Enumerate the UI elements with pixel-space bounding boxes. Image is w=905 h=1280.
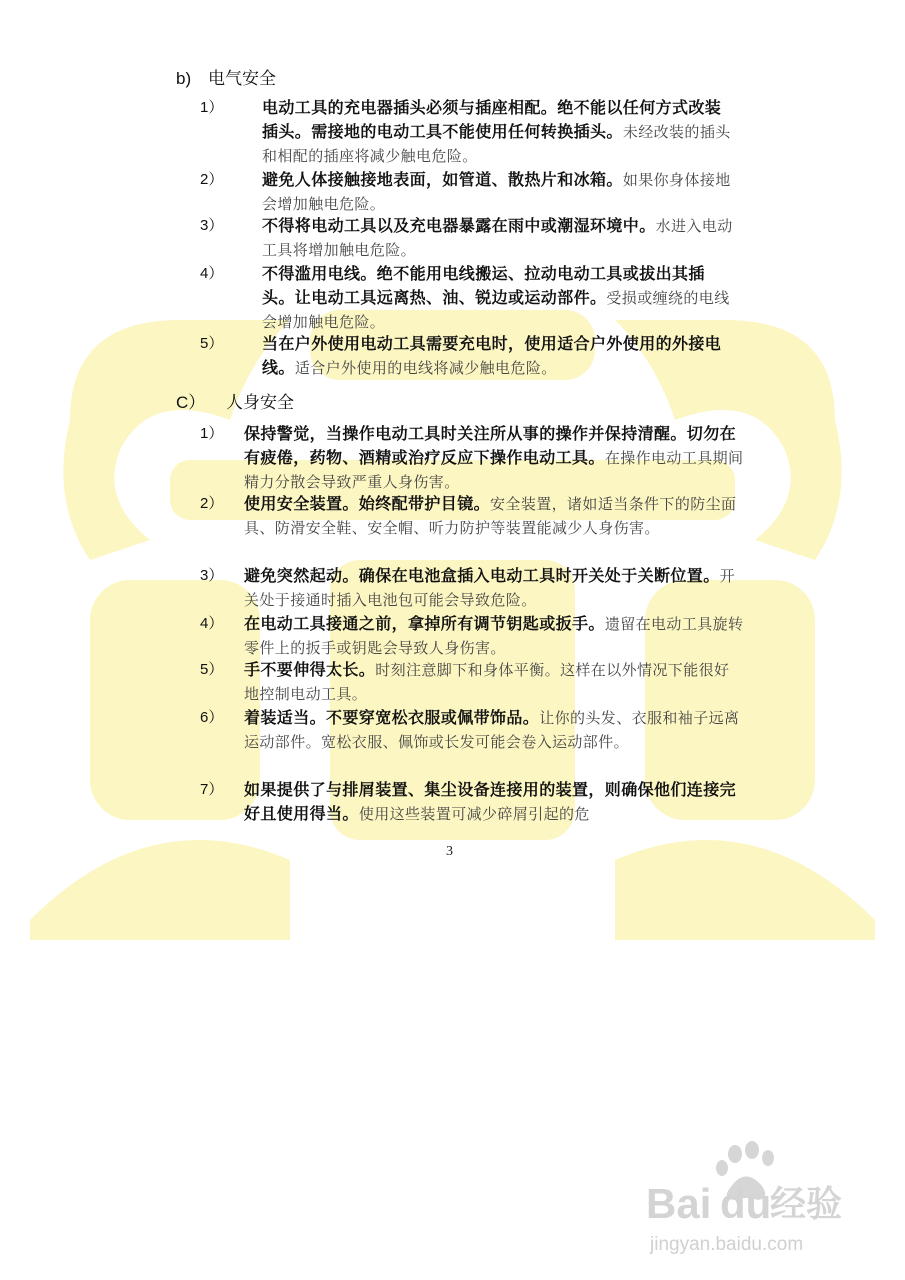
- baidu-du-text: du: [720, 1180, 772, 1227]
- item-number: 6）: [200, 709, 224, 726]
- item-number: 2）: [200, 495, 224, 512]
- item-text: 不得将电动工具以及充电器暴露在雨中或潮湿环境中。水进入电动工具将增加触电危险。: [262, 216, 733, 259]
- item-text: 如果提供了与排屑装置、集尘设备连接用的装置，则确保他们连接完好且使用得当。使用这些装置可减少碎屑引起的危: [244, 780, 737, 823]
- item-number: 4）: [200, 615, 224, 632]
- item-text: 着装适当。不要穿宽松衣服或佩带饰品。让你的头发、衣服和袖子远离运动部件。宽松衣服、佩饰或长发可能会卷入运动部件。: [244, 708, 740, 751]
- watermark-url: jingyan.baidu.com: [650, 1234, 804, 1255]
- page-number: 3: [446, 844, 453, 859]
- item-text: 避免人体接触接地表面，如管道、散热片和冰箱。如果你身体接地会增加触电危险。: [262, 170, 731, 213]
- item-text: 电动工具的充电器插头必须与插座相配。绝不能以任何方式改装插头。需接地的电动工具不能使用任何转换插头。未经改装的插头和相配的插座将减少触电危险。: [262, 98, 731, 165]
- baidu-bai-text: Bai: [646, 1180, 712, 1227]
- item-text: 避免突然起动。确保在电池盒插入电动工具时开关处于关断位置。开关处于接通时插入电池包可能会导致危险。: [244, 566, 736, 609]
- item-number: 5）: [200, 335, 224, 352]
- item-number: 1）: [200, 99, 224, 116]
- section-marker: b): [176, 69, 192, 88]
- item-number: 5）: [200, 661, 224, 678]
- section-marker: C）: [176, 393, 206, 412]
- section-title: 电气安全: [208, 69, 276, 88]
- item-text: 使用安全装置。始终配带护目镜。安全装置，诸如适当条件下的防尘面具、防滑安全鞋、安全帽、听力防护等装置能减少人身伤害。: [244, 494, 737, 537]
- section-heading-personal-safety: [176, 388, 294, 413]
- item-number: 2）: [200, 171, 224, 188]
- jingyan-text: 经验: [770, 1184, 843, 1225]
- item-number: 4）: [200, 265, 224, 282]
- item-text: 保持警觉，当操作电动工具时关注所从事的操作并保持清醒。切勿在有疲倦，药物、酒精或治疗反应下操作电动工具。在操作电动工具期间精力分散会导致严重人身伤害。: [244, 424, 744, 491]
- item-number: 1）: [200, 425, 224, 442]
- item-number: 7）: [200, 781, 224, 798]
- item-number: 3）: [200, 567, 224, 584]
- item-text: 不得滥用电线。绝不能用电线搬运、拉动电动工具或拔出其插头。让电动工具远离热、油、锐边或运动部件。受损或缠绕的电线会增加触电危险。: [262, 264, 730, 331]
- item-text: 在电动工具接通之前，拿掉所有调节钥匙或扳手。遗留在电动工具旋转零件上的扳手或钥匙会导致人身伤害。: [244, 614, 744, 657]
- item-number: 3）: [200, 217, 224, 234]
- item-text: 当在户外使用电动工具需要充电时，使用适合户外使用的外接电线。适合户外使用的电线将减少触电危险。: [262, 334, 722, 377]
- section-title: 人身安全: [226, 393, 294, 412]
- item-text: 手不要伸得太长。时刻注意脚下和身体平衡。这样在以外情况下能很好地控制电动工具。: [244, 660, 730, 703]
- section-heading-electrical: [176, 64, 276, 89]
